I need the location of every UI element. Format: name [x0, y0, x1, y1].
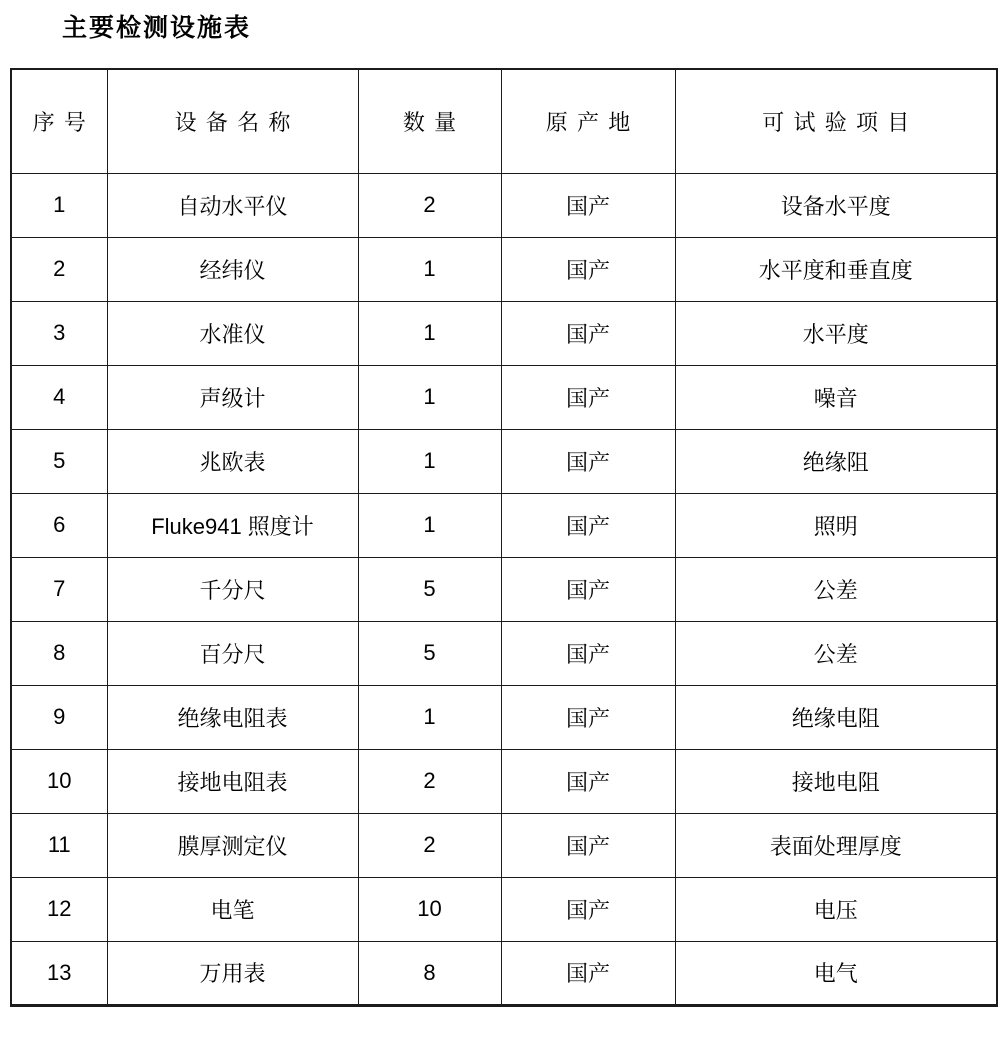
cell-quantity: 1 [358, 493, 501, 557]
cell-quantity: 10 [358, 877, 501, 941]
cell-serial-number: 12 [11, 877, 107, 941]
cell-serial-number: 1 [11, 173, 107, 237]
cell-quantity: 2 [358, 813, 501, 877]
table-row [11, 557, 997, 621]
cell-origin: 国产 [501, 173, 675, 237]
table-row [11, 813, 997, 877]
cell-origin: 国产 [501, 493, 675, 557]
cell-quantity: 1 [358, 237, 501, 301]
cell-serial-number: 2 [11, 237, 107, 301]
header-origin: 原产地 [501, 69, 675, 173]
table-row [11, 237, 997, 301]
cell-equipment-name: 接地电阻表 [107, 749, 358, 813]
cell-equipment-name: 水准仪 [107, 301, 358, 365]
cell-quantity: 1 [358, 429, 501, 493]
cell-equipment-name: 绝缘电阻表 [107, 685, 358, 749]
cell-origin: 国产 [501, 429, 675, 493]
table-row [11, 429, 997, 493]
cell-serial-number: 7 [11, 557, 107, 621]
cell-testable-items: 绝缘阻 [675, 429, 997, 493]
cell-quantity: 1 [358, 301, 501, 365]
cell-testable-items: 绝缘电阻 [675, 685, 997, 749]
cell-quantity: 8 [358, 941, 501, 1005]
table-row [11, 301, 997, 365]
table-row [11, 877, 997, 941]
cell-equipment-name: 兆欧表 [107, 429, 358, 493]
cell-serial-number: 9 [11, 685, 107, 749]
cell-equipment-name: 自动水平仪 [107, 173, 358, 237]
cell-testable-items: 表面处理厚度 [675, 813, 997, 877]
header-equipment-name: 设备名称 [107, 69, 358, 173]
cell-equipment-name: 声级计 [107, 365, 358, 429]
cell-testable-items: 水平度 [675, 301, 997, 365]
cell-origin: 国产 [501, 685, 675, 749]
cell-quantity: 1 [358, 685, 501, 749]
table-row [11, 493, 997, 557]
cell-origin: 国产 [501, 941, 675, 1005]
cell-testable-items: 设备水平度 [675, 173, 997, 237]
cell-quantity: 5 [358, 557, 501, 621]
table-row [11, 749, 997, 813]
cell-quantity: 2 [358, 173, 501, 237]
header-testable-items: 可试验项目 [675, 69, 997, 173]
cell-origin: 国产 [501, 749, 675, 813]
cell-origin: 国产 [501, 237, 675, 301]
cell-testable-items: 电压 [675, 877, 997, 941]
cell-origin: 国产 [501, 301, 675, 365]
cell-equipment-name: 千分尺 [107, 557, 358, 621]
cell-origin: 国产 [501, 877, 675, 941]
cell-equipment-name: 经纬仪 [107, 237, 358, 301]
cell-equipment-name: Fluke941 照度计 [107, 493, 358, 557]
cell-equipment-name: 百分尺 [107, 621, 358, 685]
cell-quantity: 1 [358, 365, 501, 429]
cell-serial-number: 11 [11, 813, 107, 877]
table-body [11, 173, 997, 1005]
cell-origin: 国产 [501, 365, 675, 429]
cell-quantity: 5 [358, 621, 501, 685]
cell-origin: 国产 [501, 621, 675, 685]
cell-serial-number: 3 [11, 301, 107, 365]
table-row [11, 69, 997, 173]
cell-testable-items: 公差 [675, 557, 997, 621]
table-row [11, 685, 997, 749]
cell-serial-number: 4 [11, 365, 107, 429]
cell-serial-number: 10 [11, 749, 107, 813]
cell-equipment-name: 膜厚测定仪 [107, 813, 358, 877]
cell-serial-number: 8 [11, 621, 107, 685]
table-row [11, 941, 997, 1005]
cell-serial-number: 6 [11, 493, 107, 557]
cell-serial-number: 5 [11, 429, 107, 493]
equipment-table [10, 68, 998, 1007]
cell-testable-items: 水平度和垂直度 [675, 237, 997, 301]
cell-testable-items: 电气 [675, 941, 997, 1005]
table-row [11, 621, 997, 685]
header-quantity: 数量 [358, 69, 501, 173]
cell-equipment-name: 电笔 [107, 877, 358, 941]
cell-testable-items: 噪音 [675, 365, 997, 429]
table-header-row [11, 69, 997, 173]
cell-serial-number: 13 [11, 941, 107, 1005]
cell-origin: 国产 [501, 557, 675, 621]
table-row [11, 173, 997, 237]
cell-equipment-name: 万用表 [107, 941, 358, 1005]
cell-origin: 国产 [501, 813, 675, 877]
cell-quantity: 2 [358, 749, 501, 813]
cell-testable-items: 接地电阻 [675, 749, 997, 813]
header-serial-number: 序号 [11, 69, 107, 173]
table-row [11, 365, 997, 429]
cell-testable-items: 照明 [675, 493, 997, 557]
cell-testable-items: 公差 [675, 621, 997, 685]
page-title: 主要检测设施表 [62, 14, 252, 42]
